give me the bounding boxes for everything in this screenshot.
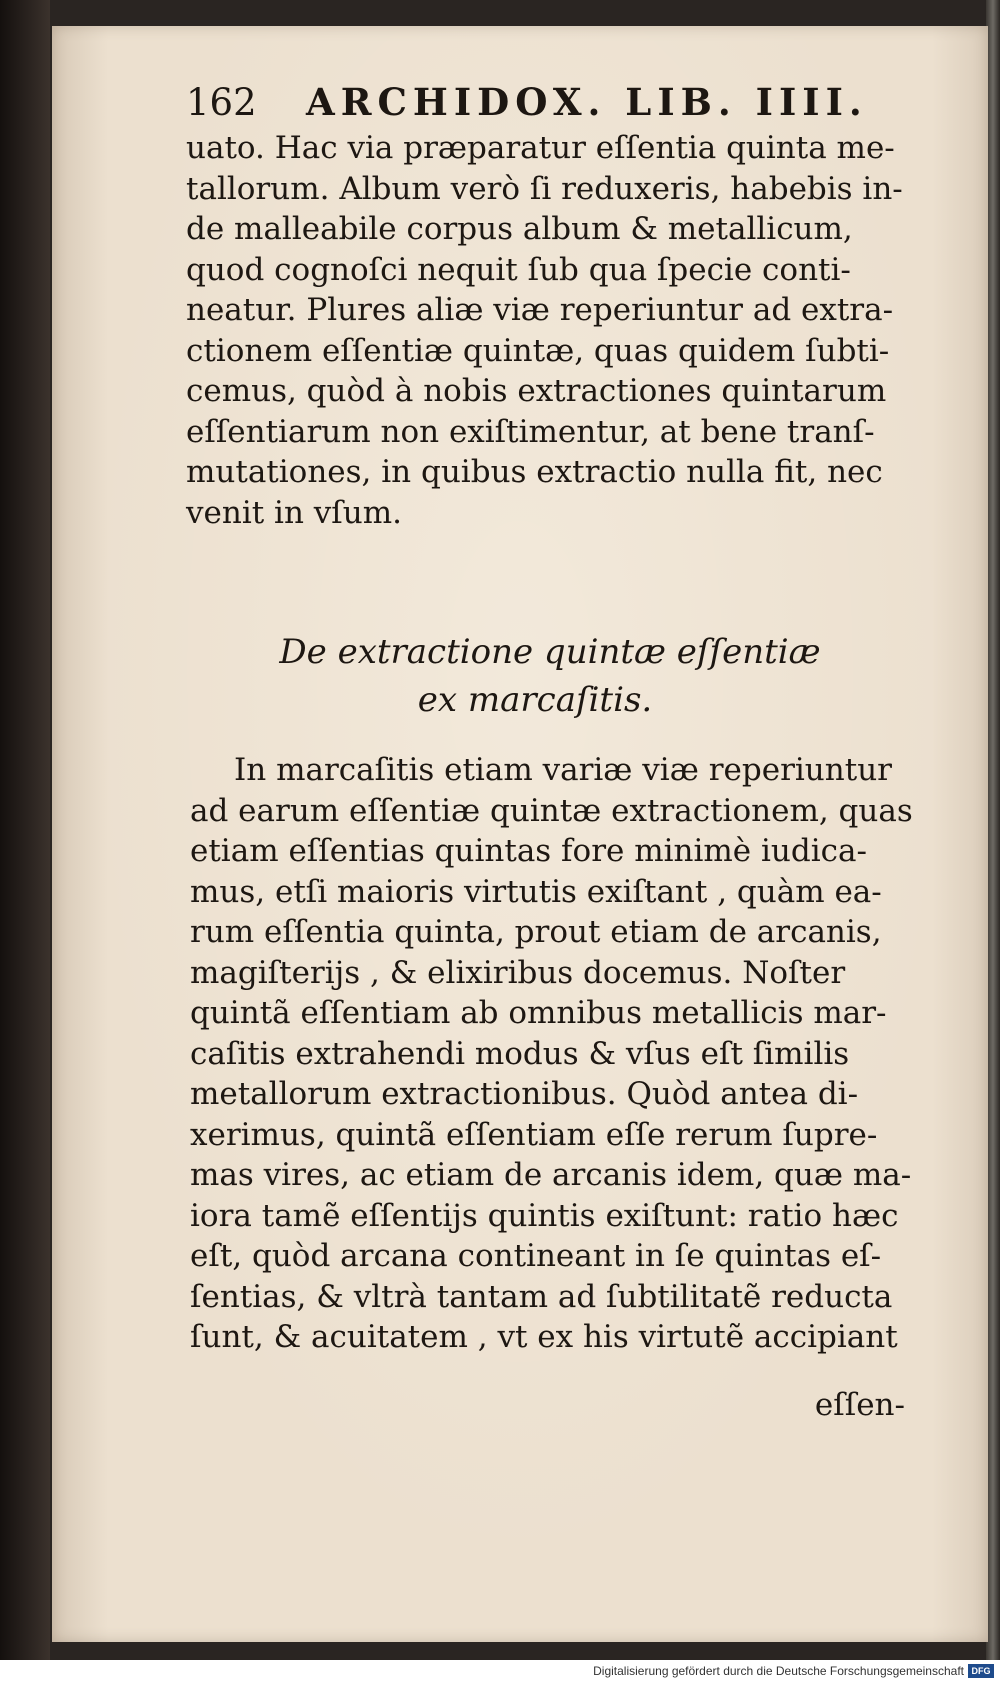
text-line: de malleabile corpus album & metallicum, [186,211,853,247]
text-line: rum eſſentia quinta, prout etiam de arcanis, [190,914,882,950]
section-heading-line-1: De extractione quintæ eſſentiæ [279,632,821,672]
text-line: metallorum extractionibus. Quòd antea di- [190,1076,859,1112]
funding-credit: Digitalisierung gefördert durch die Deutsche Forschungsgemeinschaft [593,1664,964,1678]
text-line: ctionem eſſentiæ quintæ, quas quidem ſubti- [186,332,890,369]
text-line: ad earum eſſentiæ quintæ extractionem, quas [190,792,913,829]
text-line: venit in vſum. [186,494,402,531]
text-line: tallorum. Album verò ſi reduxeris, habebis in- [186,170,903,207]
text-line: In marcaſitis etiam variæ viæ reperiuntur [234,752,892,788]
text-line: etiam eſſentias quintas fore minimè iudica- [190,833,867,869]
text-line: iora tamẽ eſſentijs quintis exiſtunt: ratio hæc [190,1197,899,1234]
section-heading-line-2: ex marcaſitis. [417,680,653,720]
text-line: ſentias, & vltrà tantam ad ſubtilitatẽ reducta [190,1278,893,1315]
book-binding-left [0,0,50,1660]
paragraph-1 [186,128,903,533]
text-line: quintã eſſentiam ab omnibus metallicis mar- [190,995,887,1031]
running-head [186,80,868,125]
text-line: mas vires, ac etiam de arcanis idem, quæ ma- [190,1157,912,1193]
footer-bar [0,1660,1000,1683]
section-heading [52,628,988,724]
text-line: xerimus, quintã eſſentiam eſſe rerum ſupre- [190,1116,878,1153]
text-line: magiſterijs , & elixiribus docemus. Noſter [190,954,846,991]
text-line: mutationes, in quibus extractio nulla fit, nec [186,454,883,490]
text-line: ſunt, & acuitatem , vt ex his virtutẽ accipiant [190,1319,898,1355]
text-line: eſt, quòd arcana contineant in ſe quintas eſ- [190,1238,882,1274]
dfg-logo-icon: DFG [968,1664,994,1678]
catchword: eſſen- [814,1387,905,1423]
page-number: 162 [186,81,257,124]
text-line: cemus, quòd à nobis extractiones quintarum [186,373,887,409]
text-line: quod cognoſci nequit ſub qua ſpecie conti- [186,251,851,288]
text-line: caſitis extrahendi modus & vſus eſt ſimilis [190,1035,850,1072]
text-line: neatur. Plures aliæ viæ reperiuntur ad extra- [186,292,894,328]
text-line: eſſentiarum non exiſtimentur, at bene tranſ- [186,413,875,450]
text-line: mus, etſi maioris virtutis exiſtant , quàm ea- [190,873,882,910]
paragraph-2 [190,750,913,1358]
book-binding-right [986,0,1000,1660]
running-head-title: ARCHIDOX. LIB. IIII. [306,80,868,124]
text-line: uato. Hac via præparatur eſſentia quinta me- [186,130,895,166]
